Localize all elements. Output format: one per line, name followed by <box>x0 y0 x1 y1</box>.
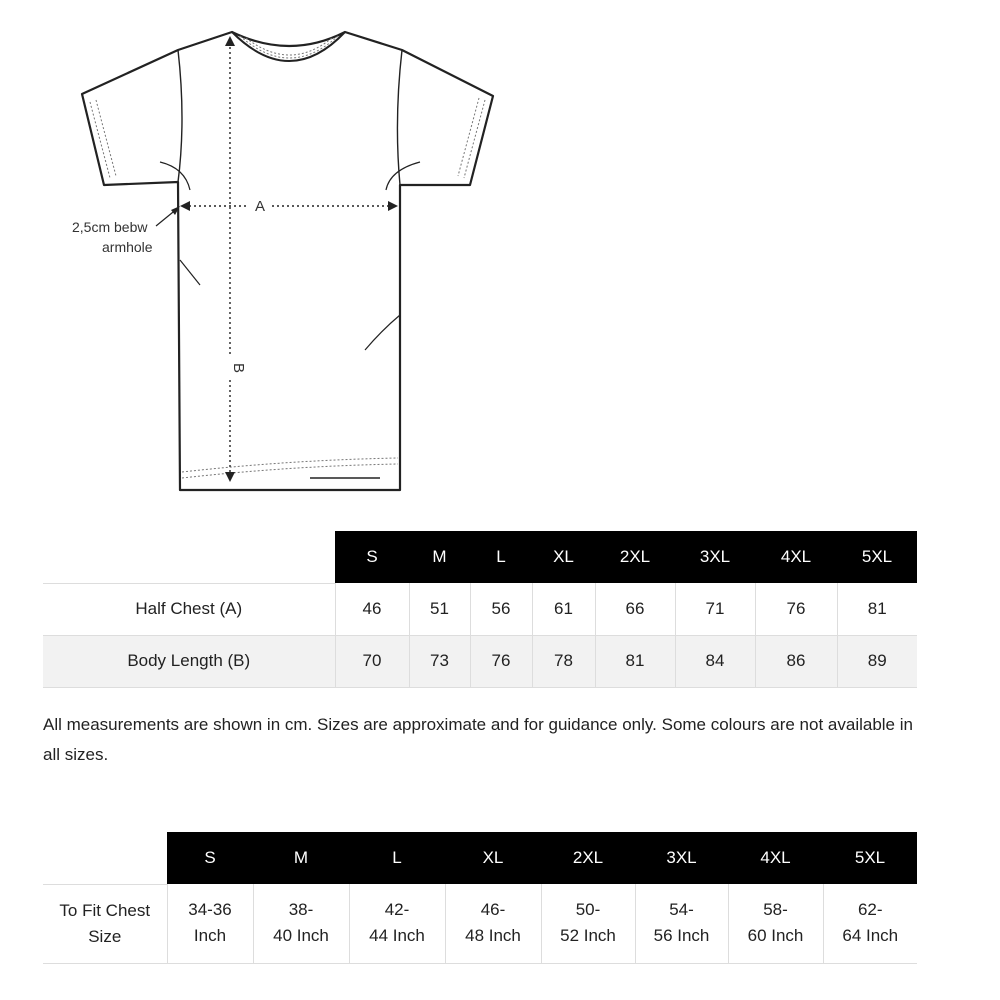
size-header: 5XL <box>837 531 917 583</box>
row-label-line: Size <box>88 926 122 946</box>
chest-size-cell: 38- 40 Inch <box>253 884 349 963</box>
measurement-cell: 70 <box>335 635 409 687</box>
row-label: Body Length (B) <box>43 635 335 687</box>
chest-size-cell: 34-36 Inch <box>167 884 253 963</box>
size-header: 3XL <box>635 832 728 884</box>
size-header: XL <box>445 832 541 884</box>
measurement-cell: 71 <box>675 583 755 635</box>
size-header: S <box>167 832 253 884</box>
measurement-cell: 61 <box>532 583 595 635</box>
table-row-half-chest <box>43 583 917 635</box>
row-label <box>43 884 167 963</box>
measurement-cell: 66 <box>595 583 675 635</box>
size-header: L <box>470 531 532 583</box>
size-header: 4XL <box>755 531 837 583</box>
chest-size-cell: 62- 64 Inch <box>823 884 917 963</box>
label-a: A <box>254 198 266 215</box>
measurement-cell: 51 <box>409 583 470 635</box>
size-header: XL <box>532 531 595 583</box>
chest-size-cell: 58- 60 Inch <box>728 884 823 963</box>
size-header: 3XL <box>675 531 755 583</box>
chest-size-cell: 54- 56 Inch <box>635 884 728 963</box>
header-blank-cell <box>43 832 167 884</box>
armhole-annotation-line1: 2,5cm bebw <box>72 219 148 235</box>
measurement-cell: 81 <box>837 583 917 635</box>
header-blank-cell <box>43 531 335 583</box>
size-header: S <box>335 531 409 583</box>
table-header-row <box>43 531 917 583</box>
table-row-body-length <box>43 635 917 687</box>
chest-size-cell: 50- 52 Inch <box>541 884 635 963</box>
row-label-line: To Fit Chest <box>59 900 151 920</box>
measurement-cell: 84 <box>675 635 755 687</box>
label-b: B <box>230 362 247 374</box>
measurement-cell: 89 <box>837 635 917 687</box>
measurement-cell: 76 <box>755 583 837 635</box>
measurement-cell: 56 <box>470 583 532 635</box>
table-header-row <box>43 832 917 884</box>
measurement-cell: 73 <box>409 635 470 687</box>
chest-size-cell: 42- 44 Inch <box>349 884 445 963</box>
armhole-annotation-line2: armhole <box>102 239 153 255</box>
row-label: Half Chest (A) <box>43 583 335 635</box>
size-header: M <box>409 531 470 583</box>
size-header: M <box>253 832 349 884</box>
table-row-chest-fit <box>43 884 917 963</box>
chest-fit-table <box>43 832 917 964</box>
tshirt-illustration <box>60 20 520 500</box>
tshirt-diagram <box>60 20 520 500</box>
size-header: 2XL <box>541 832 635 884</box>
size-header: 4XL <box>728 832 823 884</box>
measurement-cell: 76 <box>470 635 532 687</box>
measurement-cell: 86 <box>755 635 837 687</box>
tshirt-outline <box>82 32 493 490</box>
size-measurements-table <box>43 531 917 688</box>
measurement-cell: 46 <box>335 583 409 635</box>
size-header: 2XL <box>595 531 675 583</box>
chest-size-cell: 46- 48 Inch <box>445 884 541 963</box>
size-header: 5XL <box>823 832 917 884</box>
measurement-note: All measurements are shown in cm. Sizes are approximate and for guidance only. Some colours are not available in all sizes. <box>43 715 913 764</box>
size-header: L <box>349 832 445 884</box>
measurement-cell: 81 <box>595 635 675 687</box>
measurement-cell: 78 <box>532 635 595 687</box>
